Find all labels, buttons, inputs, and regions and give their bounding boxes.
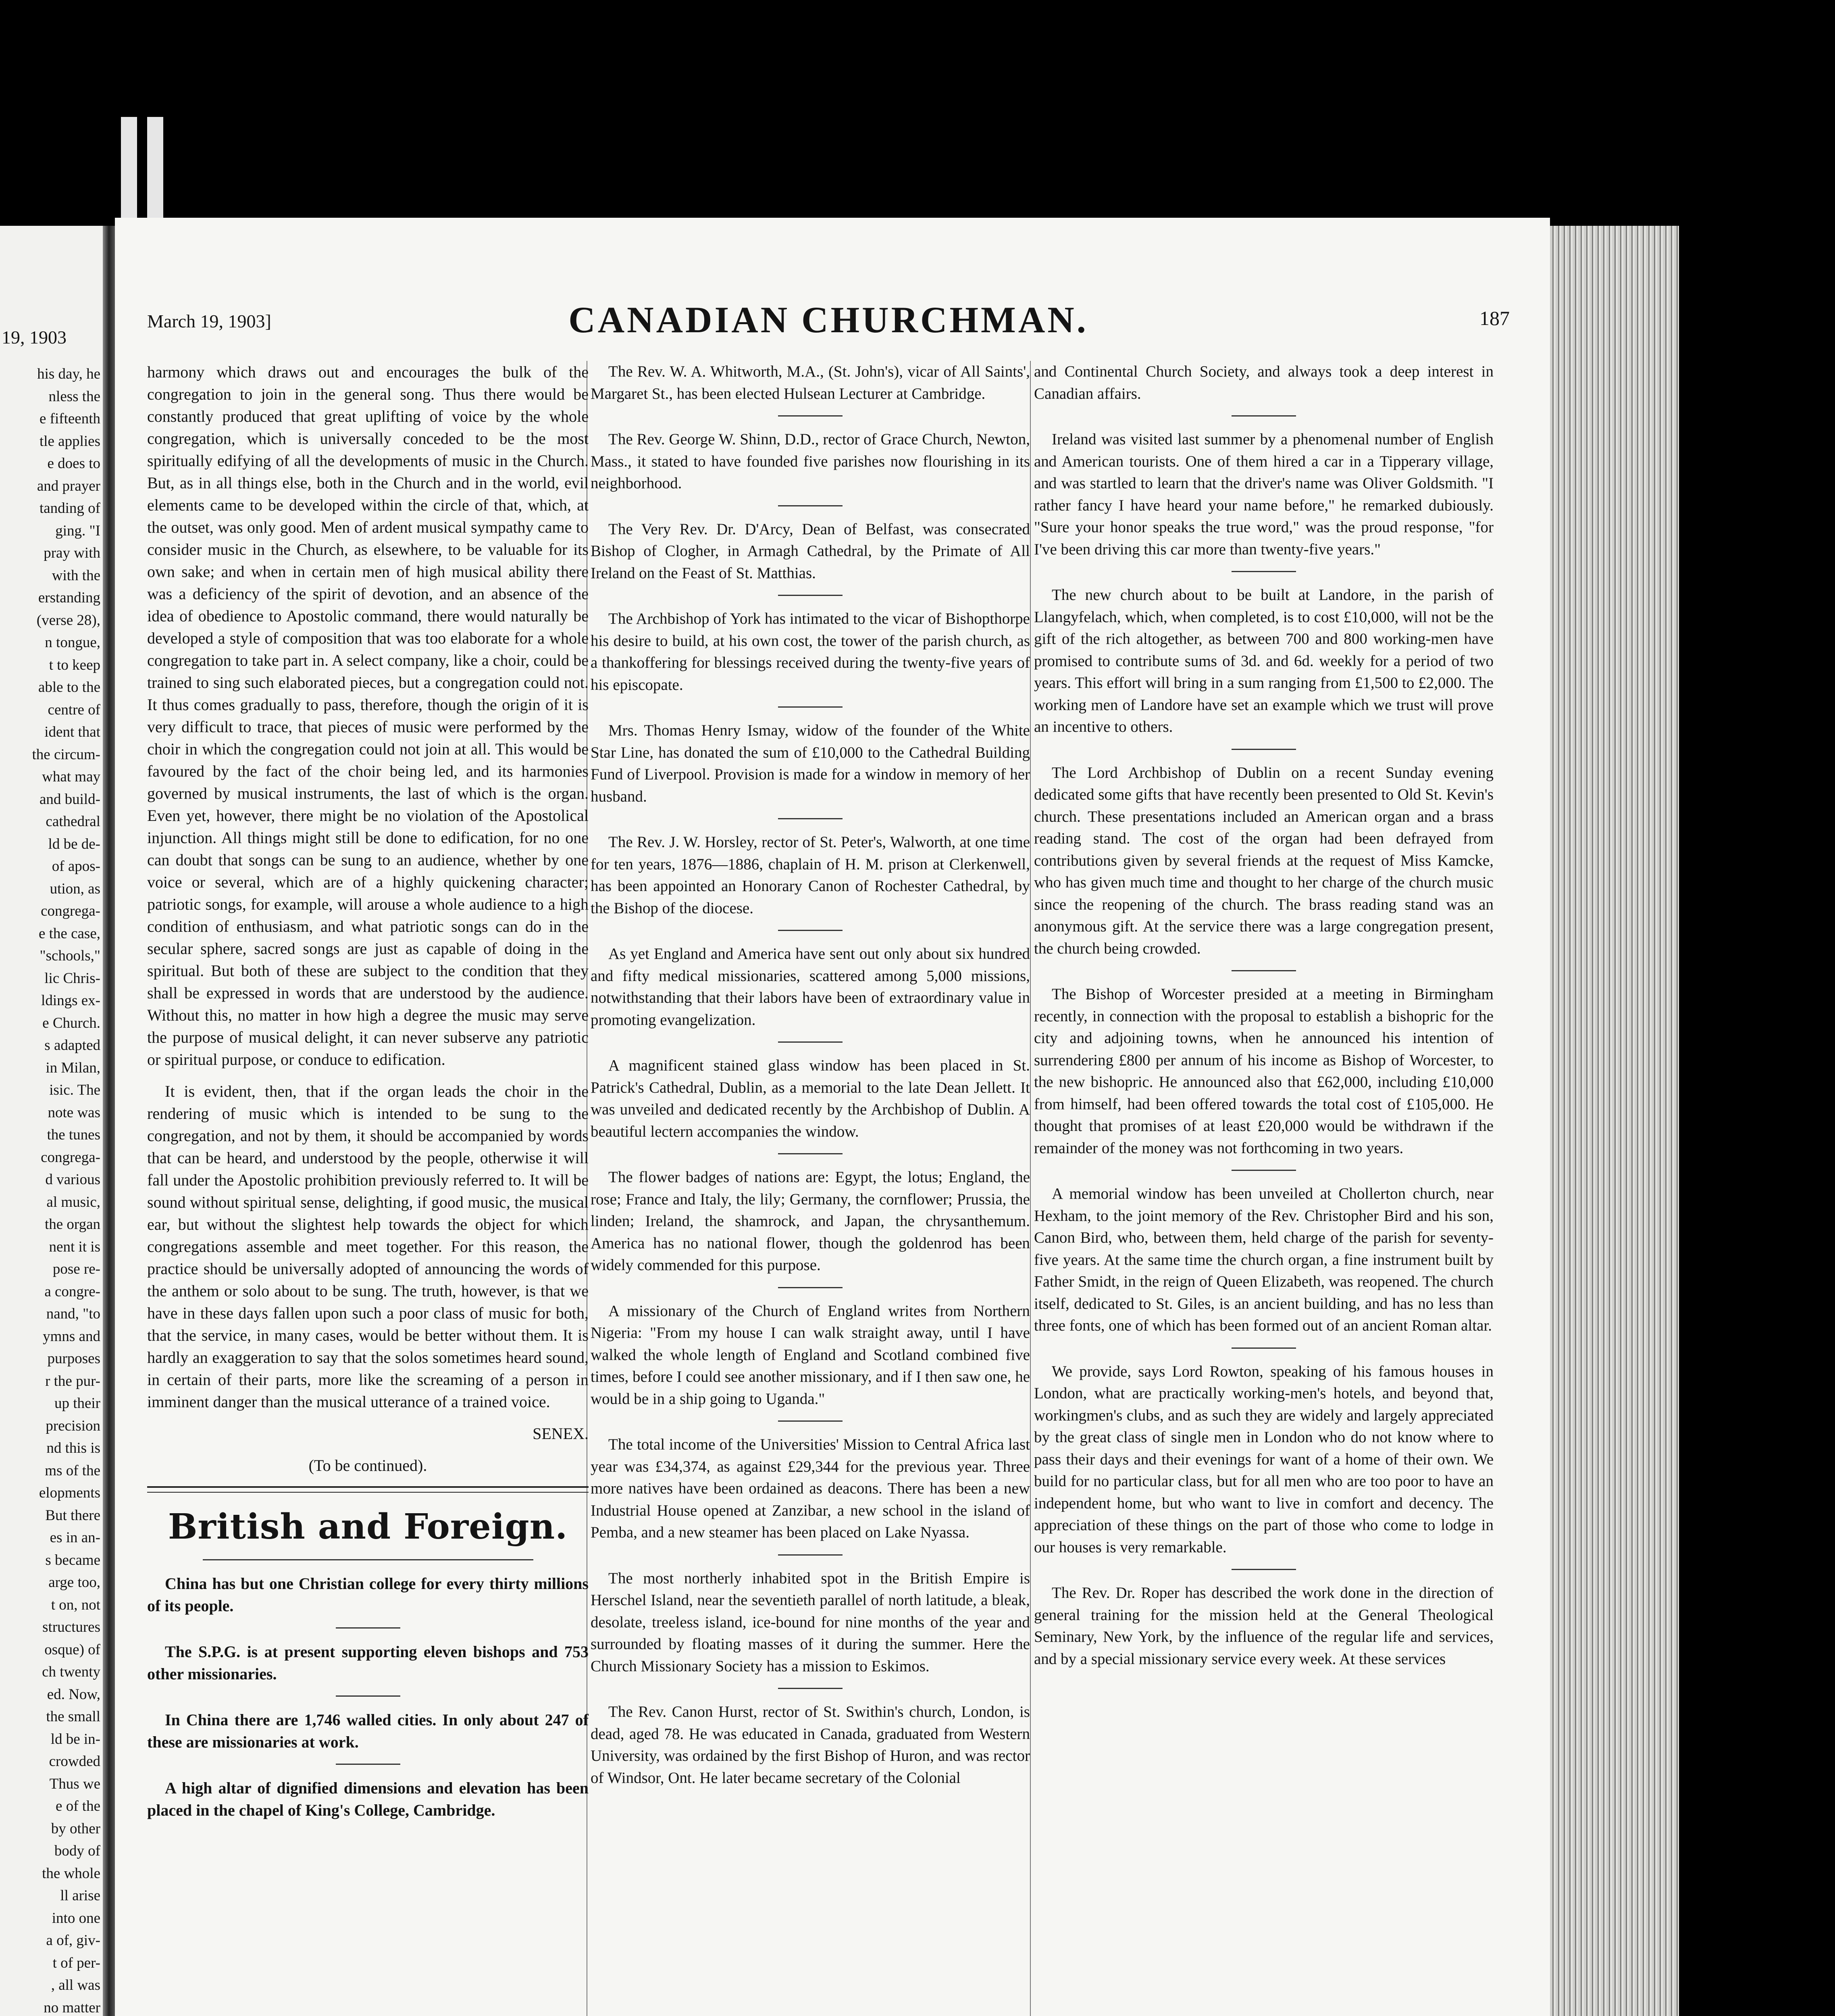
left-page-line: e of the xyxy=(56,1798,100,1814)
section-rule xyxy=(147,1492,589,1493)
page-number: 187 xyxy=(1479,307,1510,329)
left-page-line: the whole xyxy=(42,1865,100,1882)
left-page-line: nd this is xyxy=(46,1440,100,1456)
left-page-line: centre of xyxy=(48,701,100,718)
left-page-line: able to the xyxy=(38,679,100,696)
left-page-fragment xyxy=(0,226,103,2016)
news-item: China has but one Christian college for every thirty millions of its people. xyxy=(147,1574,589,1615)
news-item: We provide, says Lord Rowton, speaking of his famous houses in London, what are practically working-men's hotels, and beyond that, workingmen's clubs, and as such they are widely and largely appreciated by the great class of single men in London who do not know where to pass their days and their evenings for want of a home of their own. We build for no particular class, but for all men who are too poor to have an independent home, but who want to live in comfort and decency. The appreciation of these things on the part of those who come to lodge in our houses is very remarkable. xyxy=(1034,1362,1494,1556)
author-signature: SENEX. xyxy=(533,1425,589,1443)
item-separator xyxy=(1232,1170,1296,1171)
left-page-line: a congre- xyxy=(44,1283,100,1300)
left-page-line: n tongue, xyxy=(45,634,100,651)
news-item: As yet England and America have sent out only about six hundred and fifty medical missionaries, scattered among 5,000 missions, notwithstanding that their labors have been of extraordinary value in promoting evangelization. xyxy=(591,945,1030,1029)
item-separator xyxy=(778,415,843,417)
item-separator xyxy=(1232,1569,1296,1570)
item-separator xyxy=(778,505,843,506)
left-page-line: Thus we xyxy=(49,1775,100,1792)
left-page-line: ll arise xyxy=(60,1887,100,1904)
left-page-line: purposes xyxy=(47,1350,100,1367)
item-separator xyxy=(1232,415,1296,417)
left-page-line: tle applies xyxy=(39,433,100,450)
news-item: The Archbishop of York has intimated to the vicar of Bishopthorpe his desire to build, at his own cost, the tower of the parish church, as a thankoffering for blessings received during the twenty-five years of his episcopate. xyxy=(591,610,1030,694)
news-item: The Very Rev. Dr. D'Arcy, Dean of Belfast, was consecrated Bishop of Clogher, in Armagh Cathedral, by the Primate of All Ireland on the Feast of St. Matthias. xyxy=(591,520,1030,582)
article-paragraph: It is evident, then, that if the organ leads the choir in the rendering of music which is intended to be sung to the congregation, and not by them, it should be accompanied by words that can be heard, and understood by the people, otherwise it will fall under the Apostolic prohibition previously referred to. It will be sound without spiritual sense, delighting, if good music, the musical ear, but without the slightest help towards the object for which congregations assemble and meet together. For this reason, the practice should be universally adopted of announcing the words of the anthem or solo about to be sung. The truth, however, is that we have in these days fallen upon such a poor class of music for both, that the service, in many cases, would be better without them. It is hardly an exaggeration to say that the solos sometimes heard sound, in certain of their parts, more like the screaming of a person in imminent danger than the musical utterance of a trained voice. xyxy=(147,1082,589,1411)
left-page-line: t to keep xyxy=(49,656,100,673)
left-page-line: ms of the xyxy=(45,1462,100,1479)
book-gutter xyxy=(103,226,115,2016)
left-page-line: ldings ex- xyxy=(41,992,100,1009)
left-page-line: congrega- xyxy=(41,1149,100,1166)
news-item: The Rev. Dr. Roper has described the work done in the direction of general training for the mission held at the General Theological Seminary, New York, by the influence of the regular life and services, and by a special missionary service every week. At these services xyxy=(1034,1584,1494,1668)
continued-note: (To be continued). xyxy=(308,1456,427,1475)
left-page-line: ymns and xyxy=(43,1328,100,1345)
item-separator xyxy=(336,1764,400,1765)
item-separator xyxy=(778,1554,843,1556)
left-page-column xyxy=(2,363,100,2016)
left-page-line: the circum- xyxy=(32,746,100,763)
left-page-line: , all was xyxy=(51,1977,100,1993)
left-page-line: "schools," xyxy=(40,948,100,964)
news-item: The Rev. George W. Shinn, D.D., rector of Grace Church, Newton, Mass., it stated to have founded five parishes now flourishing in its neighborhood. xyxy=(591,431,1030,492)
left-page-line: (verse 28), xyxy=(36,612,100,629)
left-page-line: a of, giv- xyxy=(46,1932,100,1949)
left-page-line: e does to xyxy=(47,455,100,472)
left-page-line: osque) of xyxy=(44,1641,100,1658)
news-item: The total income of the Universities' Mission to Central Africa last year was £34,374, as against £29,344 for the previous year. Three more natives have been ordained as deacons. There has been a new Industrial House opened at Zanzibar, a new school in the island of Pemba, and a new steamer has been placed on Lake Nyassa. xyxy=(591,1436,1030,1541)
left-page-line: the organ xyxy=(44,1216,100,1233)
item-separator xyxy=(778,706,843,708)
item-separator xyxy=(1232,749,1296,750)
news-item: In China there are 1,746 walled cities. In only about 247 of these are missionaries at work. xyxy=(147,1711,589,1751)
left-page-line: ch twenty xyxy=(42,1664,100,1680)
left-page-line: d various xyxy=(45,1171,100,1188)
left-page-line: isic. The xyxy=(49,1082,100,1098)
page-edge-stack xyxy=(1550,226,1679,2016)
news-item: The Lord Archbishop of Dublin on a recent Sunday evening dedicated some gifts that have recently been presented to Old St. Kevin's church. These presentations included an American organ and a brass reading stand. The cost of the organ had been defrayed from contributions given by several friends at the request of Miss Kamcke, who has given much time and thought to her charge of the church music since the reopening of the church. The brass reading stand was an anonymous gift. At the service there was a large congregation present, the church being crowded. xyxy=(1034,764,1494,957)
item-separator xyxy=(778,595,843,596)
left-page-line: body of xyxy=(54,1843,100,1859)
left-page-line: ed. Now, xyxy=(47,1686,100,1703)
item-separator xyxy=(778,1287,843,1288)
news-item: The Rev. W. A. Whitworth, M.A., (St. John's), vicar of All Saints', Margaret St., has been elected Hulsean Lecturer at Cambridge. xyxy=(591,363,1030,402)
left-page-line: of apos- xyxy=(52,858,100,875)
left-page-line: e fifteenth xyxy=(40,410,100,427)
news-item: Mrs. Thomas Henry Ismay, widow of the founder of the White Star Line, has donated the sum of £10,000 to the Cathedral Building Fund of Liverpool. Provision is made for a window in memory of her husband. xyxy=(591,722,1030,805)
left-page-line: t on, not xyxy=(51,1596,100,1613)
item-separator xyxy=(778,1153,843,1154)
news-item: The Rev. J. W. Horsley, rector of St. Peter's, Walworth, at one time for ten years, 1876—1886, chaplain of H. M. prison at Clerkenwell, has been appointed an Honorary Canon of Rochester Cathedral, by the Bishop of the diocese. xyxy=(591,833,1030,917)
left-page-line: es in an- xyxy=(50,1529,100,1546)
left-page-line: pray with xyxy=(44,545,100,561)
left-page-line: ution, as xyxy=(50,880,100,897)
left-page-line: tanding of xyxy=(39,500,100,516)
item-separator xyxy=(778,930,843,931)
left-page-header: 19, 1903 xyxy=(2,327,67,348)
item-separator xyxy=(778,818,843,819)
news-item: A missionary of the Church of England writes from Northern Nigeria: "From my house I can walk straight away, until I have walked the whole length of England and Scotland combined five times, before I could see another missionary, and if I then saw one, he would be in a ship going to Uganda." xyxy=(591,1302,1030,1408)
left-page-line: note was xyxy=(48,1104,100,1121)
left-page-line: ident that xyxy=(44,724,100,740)
section-rule xyxy=(147,1486,589,1488)
left-page-line: s adapted xyxy=(44,1037,100,1054)
left-page-line: no matter xyxy=(44,1999,100,2016)
news-item: A memorial window has been unveiled at Chollerton church, near Hexham, to the joint memory of the Rev. Christopher Bird and his son, Canon Bird, who, between them, held charge of the parish for seventy-five years. At the same time the church organ, a fine instrument built by Father Smidt, in the reign of Queen Elizabeth, was reopened. The church itself, dedicated to St. Giles, is an ancient building, and has no less than three fonts, one of which has been formed out of an ancient Roman altar. xyxy=(1034,1185,1494,1334)
article-paragraph: harmony which draws out and encourages the bulk of the congregation to join in the general song. Thus there would be constantly produced that great uplifting of voice by the whole congregation, which is universally conceded to be the most spiritually edifying of all the developments of music in the Church. But, as in all things else, both in the Church and in the world, evil elements came to be developed within the circle of that, which, at the outset, was only good. Men of ardent musical sympathy came to consider music in the Church, as elsewhere, to be valuable for its own sake; and when in certain men of high musical ability there was a deficiency of the spirit of devotion, and an absence of the idea of obedience to Apostolic command, there would naturally be developed a style of composition that was too elaborate for a whole congregation to take part in. A select company, like a choir, could be trained to sing such elaborated pieces, but a congregation could not. It thus comes gradually to pass, therefore, though the origin of it is very difficult to trace, that pieces of music were performed by the choir in which the congregation could not join at all. This would be favoured by the fact of the choir being led, and its harmonies governed by musical instruments, the last of which is the organ. Even yet, however, there might be no violation of the Apostolical injunction. All things might still be done to edification, for no one can doubt that songs can be sung to an audience, whether by one voice or several, which are of a highly quickening character; patriotic songs, for example, will arouse a whole audience to a high condition of enthusiasm, and what patriotic songs can do in the secular sphere, sacred songs are just as capable of doing in the spiritual. But both of these are subject to the condition that they shall be expressed in words that are understood by the audience. Without this, no matter in how high a degree the music may serve the purpose of musical delight, it can never subserve any patriotic or spiritual purpose, or conduce to edification. xyxy=(147,363,589,1068)
masthead-title: CANADIAN CHURCHMAN. xyxy=(568,299,1088,340)
left-page-line: erstanding xyxy=(38,589,100,606)
news-item: and Continental Church Society, and always took a deep interest in Canadian affairs. xyxy=(1034,363,1494,402)
left-page-line: congrega- xyxy=(41,903,100,919)
issue-date: March 19, 1903] xyxy=(147,311,271,331)
left-page-line: by other xyxy=(51,1820,100,1837)
item-separator xyxy=(778,1420,843,1422)
left-page-line: al music, xyxy=(46,1193,100,1210)
item-separator xyxy=(203,1559,533,1560)
running-head xyxy=(147,298,1510,347)
news-item: A magnificent stained glass window has been placed in St. Patrick's Cathedral, Dublin, as a memorial to the late Dean Jellett. It was unveiled and dedicated recently by the Archbishop of Dublin. A beautiful lectern accompanies the window. xyxy=(591,1057,1030,1140)
left-page-line: elopments xyxy=(39,1485,100,1501)
left-page-line: and prayer xyxy=(37,477,100,494)
newspaper-page xyxy=(115,218,1550,2016)
news-item: The Bishop of Worcester presided at a meeting in Birmingham recently, in connection with the proposal to establish a bishopric for the city and adjoining towns, when he announced his intention of surrendering £800 per annum of his income as Bishop of Worcester, to the new bishopric. He announced also that £62,000, including £10,000 from himself, had been offered towards the total cost of £105,000. He thought that promises of at least £20,000 would be withdrawn if the remainder of the money was not forthcoming in two years. xyxy=(1034,985,1494,1157)
left-page-line: nand, "to xyxy=(46,1306,100,1322)
left-page-line: nless the xyxy=(48,388,100,405)
left-page-line: his day, he xyxy=(37,366,100,382)
column-1 xyxy=(147,361,589,1831)
item-separator xyxy=(1232,1347,1296,1349)
left-page-line: ging. "I xyxy=(55,522,100,539)
left-page-line: in Milan, xyxy=(46,1059,100,1076)
left-page-line: ld be de- xyxy=(48,835,100,852)
item-separator xyxy=(1232,571,1296,572)
left-page-line: and build- xyxy=(39,791,100,808)
item-separator xyxy=(1232,970,1296,971)
left-page-line: crowded xyxy=(49,1753,100,1770)
news-item: Ireland was visited last summer by a phenomenal number of English and American tourists. One of them hired a car in a Tipperary village, and was startled to learn that the driver's name was Oliver Goldsmith. "I rather fancy I have heard your name before," he remarked dubiously. "Sure your honor speaks the true word," was the proud response, "for I've been driving this car more than twenty-five years." xyxy=(1034,431,1494,558)
left-page-line: precision xyxy=(46,1417,100,1434)
left-page-line: structures xyxy=(42,1619,100,1635)
left-page-line: the tunes xyxy=(47,1127,100,1143)
left-page-line: with the xyxy=(52,567,100,584)
left-page-line: pose re- xyxy=(52,1261,100,1277)
item-separator xyxy=(778,1688,843,1689)
news-item: A high altar of dignified dimensions and elevation has been placed in the chapel of King's College, Cambridge. xyxy=(147,1779,589,1819)
left-page-line: But there xyxy=(45,1507,100,1524)
section-heading: British and Foreign. xyxy=(168,1506,568,1547)
left-page-line: s became xyxy=(45,1552,100,1568)
news-item: The new church about to be built at Landore, in the parish of Llangyfelach, which, when completed, is to cost £10,000, will not be the gift of the rich altogether, as between 700 and 800 working-men have promised to contribute sums of 3d. and 6d. weekly for a period of two years. This effort will bring in a sum ranging from £1,500 to £2,000. The working men of Landore have set an example which we trust will prove an incentive to others. xyxy=(1034,586,1494,735)
left-page-line: e Church. xyxy=(42,1014,100,1031)
left-page-line: up their xyxy=(54,1395,100,1412)
left-page-line: lic Chris- xyxy=(44,970,100,987)
item-separator xyxy=(336,1627,400,1629)
news-item: The S.P.G. is at present supporting eleven bishops and 753 other missionaries. xyxy=(147,1643,589,1683)
left-page-line: e the case, xyxy=(38,925,100,942)
left-page-line: nent it is xyxy=(49,1238,100,1255)
item-separator xyxy=(778,1041,843,1043)
left-page-line: ld be in- xyxy=(50,1731,100,1747)
left-page-line: the small xyxy=(46,1708,100,1725)
left-page-line: cathedral xyxy=(46,813,100,830)
left-page-line: into one xyxy=(52,1910,100,1926)
left-page-line: arge too, xyxy=(48,1574,100,1591)
column-3 xyxy=(1034,361,1494,1680)
left-page-line: t of per- xyxy=(52,1954,100,1971)
news-item: The Rev. Canon Hurst, rector of St. Swithin's church, London, is dead, aged 78. He was educated in Canada, graduated from Western University, was ordained by the first Bishop of Huron, and was rector of Windsor, Ont. He later became secretary of the Colonial xyxy=(591,1703,1030,1787)
left-page-line: r the pur- xyxy=(45,1372,100,1389)
column-rule xyxy=(1030,361,1031,2016)
news-item: The flower badges of nations are: Egypt, the lotus; England, the rose; France and Italy, the lily; Germany, the cornflower; Prussia, the linden; Ireland, the shamrock, and Japan, the chrysanthemum. America has no national flower, though the goldenrod has been widely commended for this purpose. xyxy=(591,1168,1030,1274)
left-page-line: what may xyxy=(42,768,100,785)
item-separator xyxy=(336,1695,400,1697)
column-2 xyxy=(591,361,1030,1799)
news-item: The most northerly inhabited spot in the British Empire is Herschel Island, near the seventieth parallel of north latitude, a bleak, desolate, treeless island, ice-bound for nine months of the year and surrounded by floating masses of it during the summer. Here the Church Missionary Society has a mission to Eskimos. xyxy=(591,1569,1030,1675)
